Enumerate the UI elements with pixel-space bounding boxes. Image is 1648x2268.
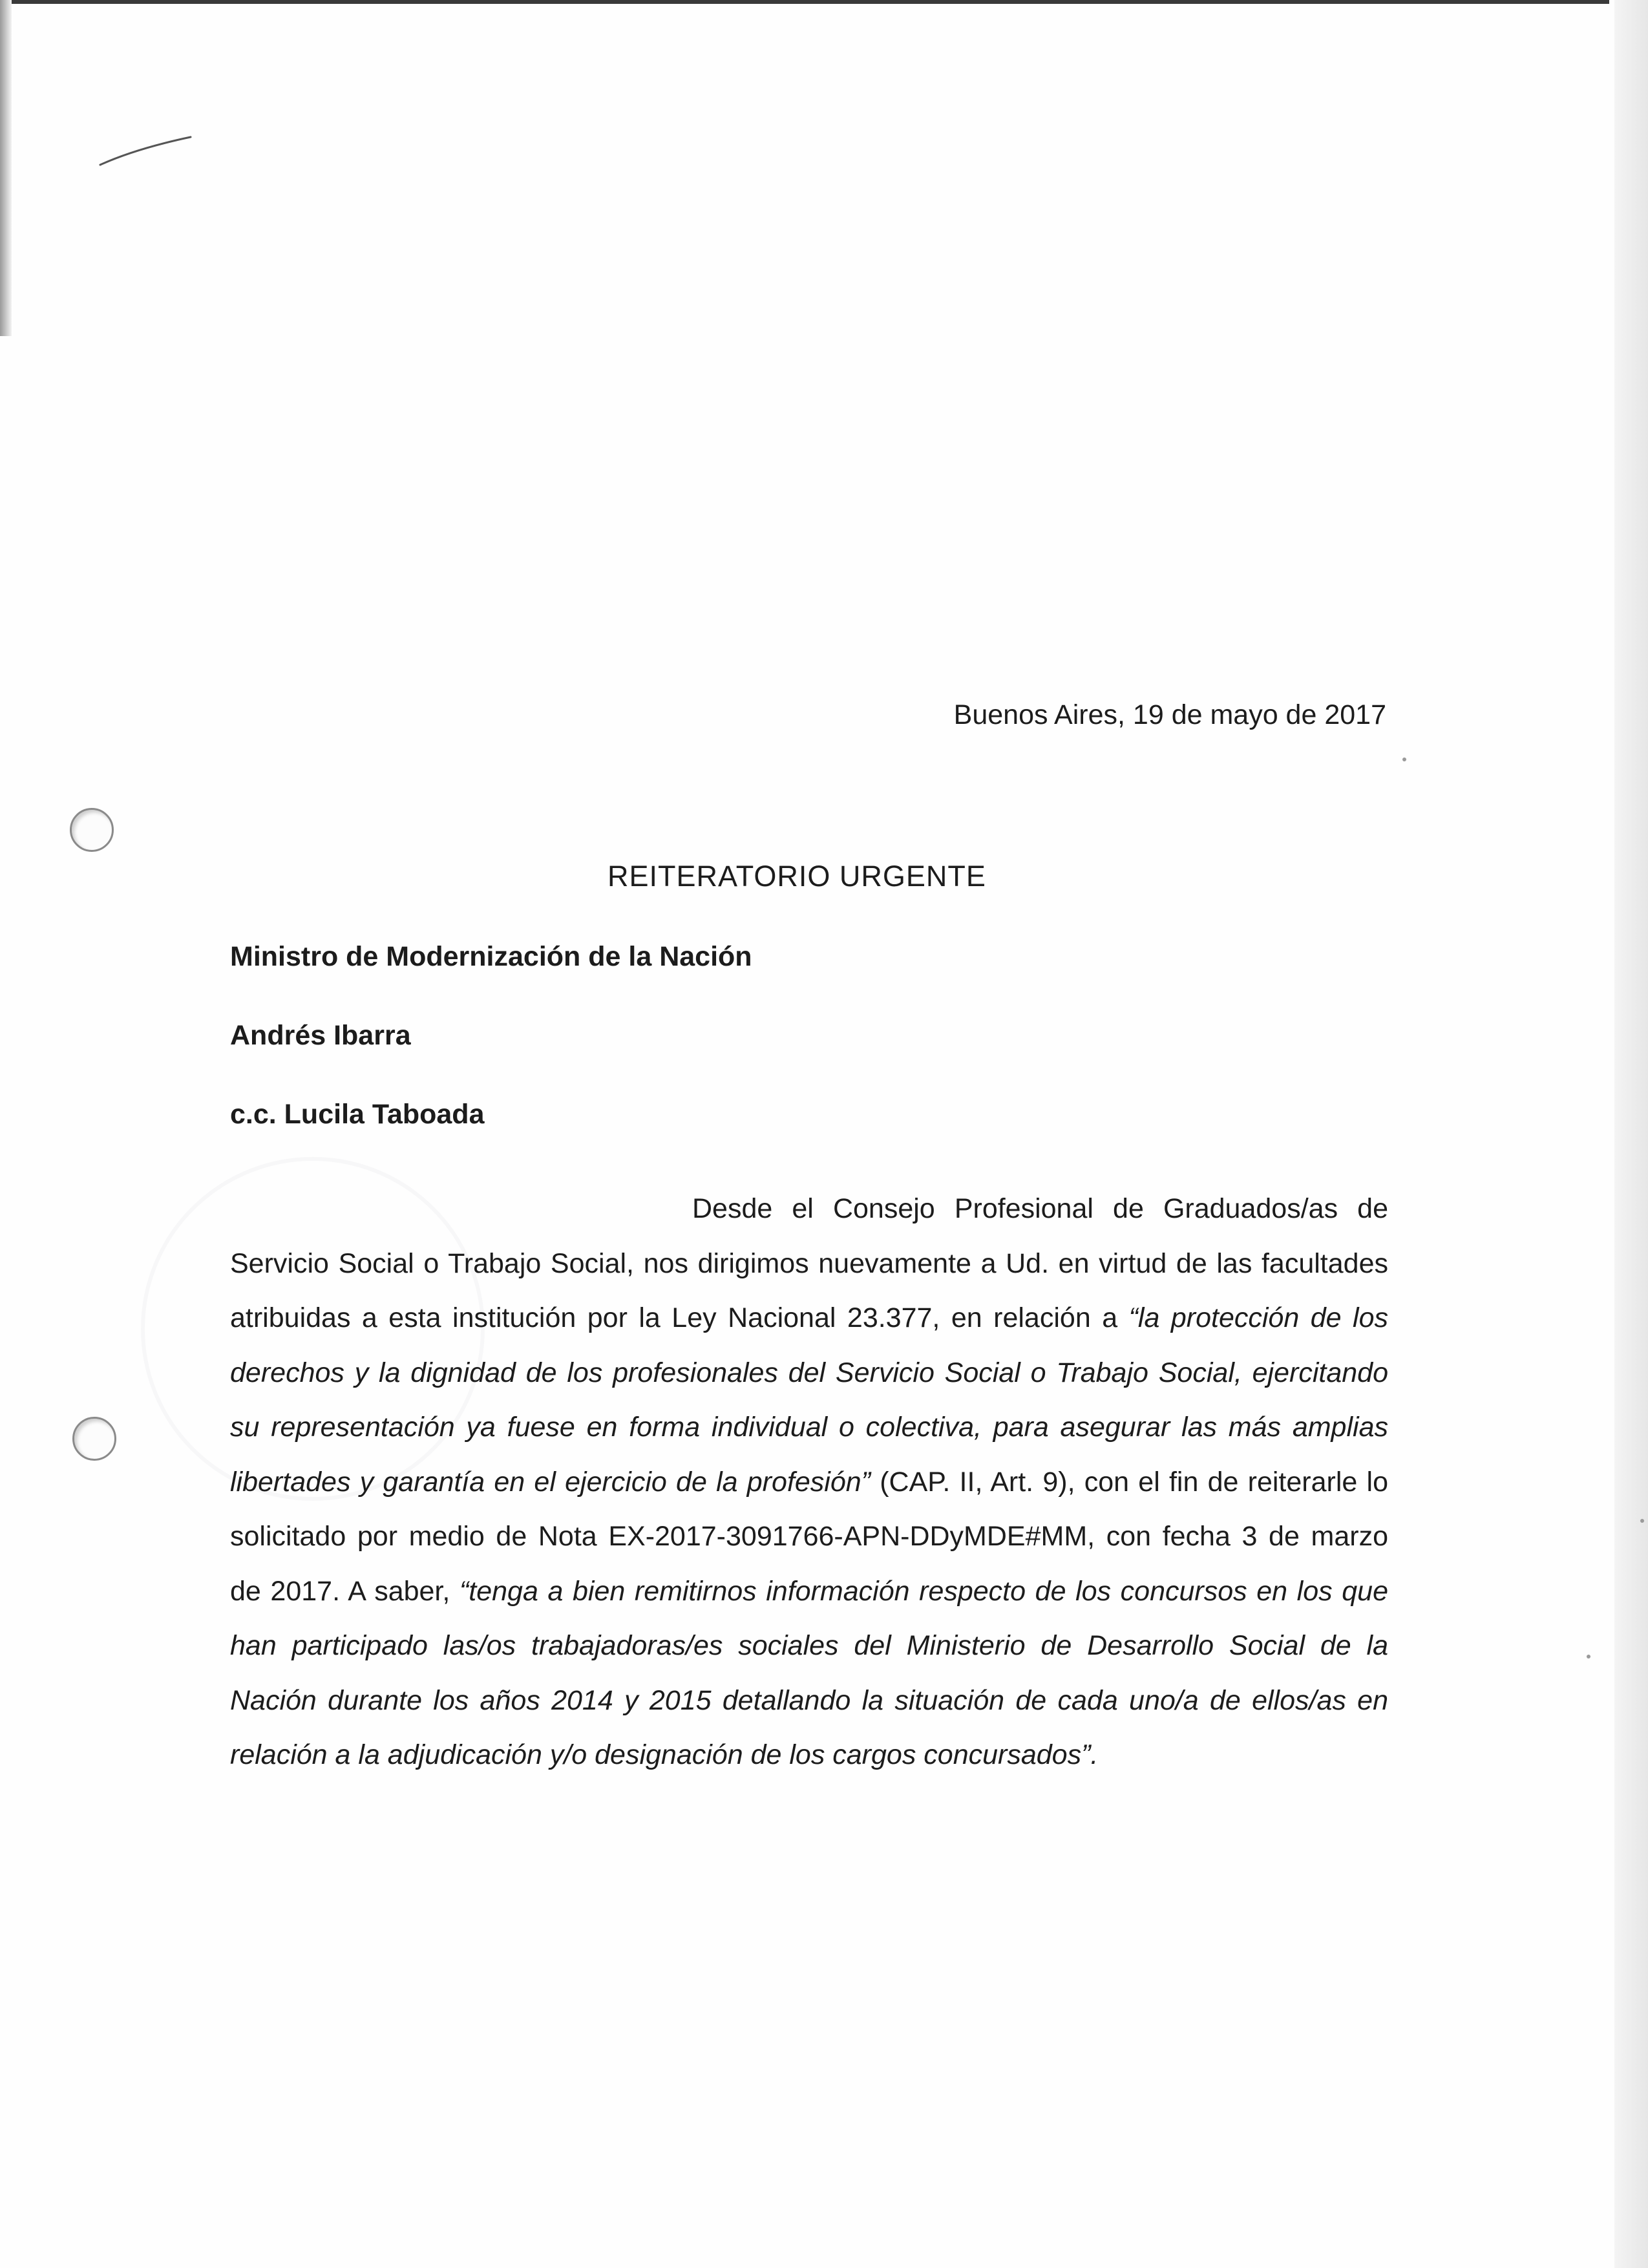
- quoted-request-text: “tenga a bien remitirnos información respecto de los concursos en los que han participado las/os trabajadoras/es sociales del Ministerio de Desarrollo Social de la Nación durante los años 2014 y 2015 detallando la situación de cada uno/a de ellos/as en relación a la adjudicación y/o designación de los cargos concursados”.: [230, 1575, 1388, 1770]
- pen-stroke-mark: [97, 129, 194, 168]
- body-middle: (CAP. II, Art. 9), con el fin de reiterarle lo solicitado por medio de Nota EX-2017-3091766-APN-DDyMDE#MM, con fecha 3 de marzo de 2017. A saber,: [230, 1466, 1388, 1607]
- recipient-name: Andrés Ibarra: [230, 1020, 411, 1051]
- letter-body-paragraph: [230, 1182, 1388, 1783]
- scan-right-shadow: [1614, 0, 1648, 2268]
- scan-speck: [1402, 758, 1406, 761]
- letter-date: Buenos Aires, 19 de mayo de 2017: [953, 699, 1386, 730]
- scan-speck: [1640, 1519, 1644, 1523]
- carbon-copy-line: c.c. Lucila Taboada: [230, 1099, 485, 1130]
- punch-hole-top: [70, 808, 114, 852]
- letter-subject: REITERATORIO URGENTE: [607, 860, 986, 893]
- punch-hole-bottom: [72, 1417, 116, 1461]
- recipient-title: Ministro de Modernización de la Nación: [230, 941, 752, 972]
- scan-speck: [1587, 1655, 1590, 1659]
- body-intro: Desde el Consejo Profesional de Graduados/as de Servicio Social o Trabajo Social, nos dirigimos nuevamente a Ud. en virtud de las facultades atribuidas a esta institución por la Ley Nacional 23.377, en relación a: [230, 1193, 1388, 1333]
- scan-left-shadow: [0, 0, 12, 336]
- quoted-law-text: “la protección de los derechos y la dignidad de los profesionales del Servicio Social o Trabajo Social, ejercitando su representación ya fuese en forma individual o colectiva, para asegurar las más amplias libertades y garantía en el ejercicio de la profesión”: [230, 1302, 1388, 1498]
- scan-top-edge: [0, 0, 1609, 4]
